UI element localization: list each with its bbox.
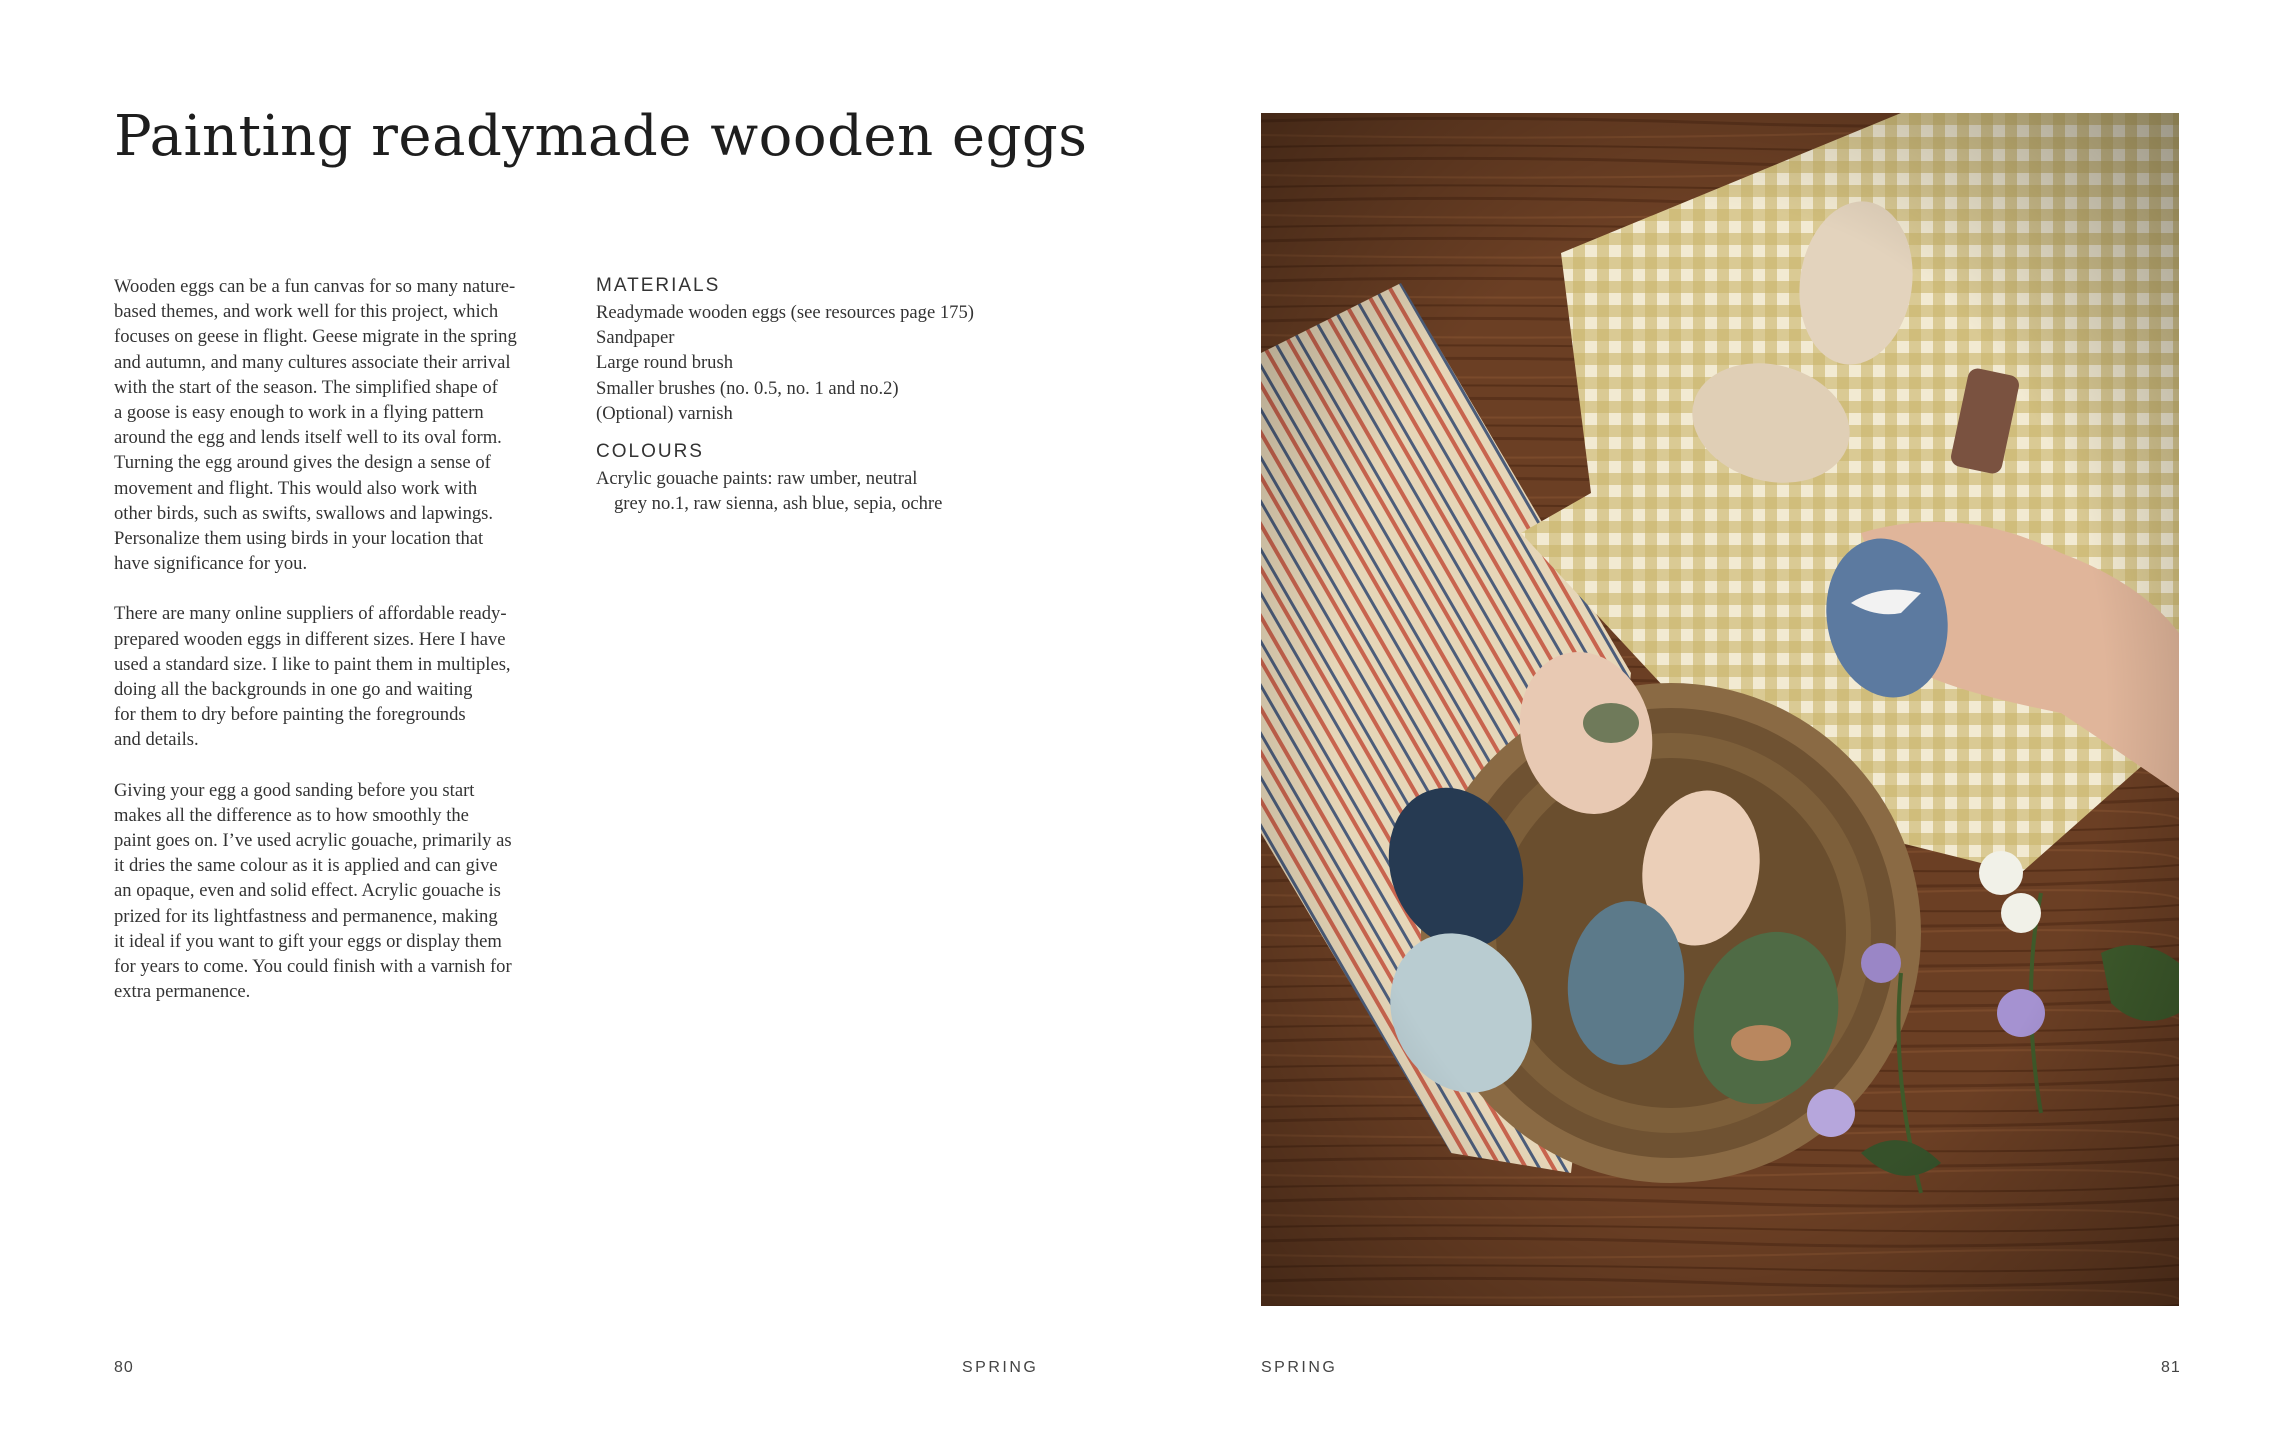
body-paragraph-2: There are many online suppliers of affordable ready- prepared wooden eggs in different sizes. Here I have used a standard size. I like to paint them in multiples, doing all the backgrounds in one go and waiting for them to dry before painting the foregrounds and details. [114,603,511,751]
materials-item: Large round brush [596,352,734,374]
materials-heading: MATERIALS [596,275,721,296]
colours-line: Acrylic gouache paints: raw umber, neutral [596,468,918,490]
colours-line: grey no.1, raw sienna, ash blue, sepia, ochre [614,493,943,515]
running-head-left: SPRING [962,1359,1039,1376]
body-paragraph-3: Giving your egg a good sanding before you start makes all the difference as to how smoothly the paint goes on. I’ve used acrylic gouache, primarily as it dries the same colour as it is applied and can give an opaque, even and solid effect. Acrylic gouache is prized for its lightfastness and permanence, making it ideal if you want to gift your eggs or display them for years to come. You could finish with a varnish for extra permanence. [114,779,512,1003]
materials-column [596,274,1036,530]
materials-item: Readymade wooden eggs (see resources page 175) [596,302,974,323]
body-text-column [114,274,554,1029]
materials-item: Sandpaper [596,327,675,349]
painted-eggs-photo [1261,113,2179,1306]
page-number-right: 81 [2161,1359,2181,1376]
colours-list [596,466,1036,516]
page-number-left: 80 [114,1359,134,1376]
body-paragraph-1: Wooden eggs can be a fun canvas for so many nature- based themes, and work well for this project, which focuses on geese in flight. Geese migrate in the spring and autumn, and many cultures associate their arrival with the start of the season. The simplified shape of a goose is easy enough to work in a flying pattern around the egg and lends itself well to its oval form. Turning the egg around gives the design a sense of movement and flight. This would also work with other birds, such as swifts, swallows and lapwings. Personalize them using birds in your location that have significance for you. [114,276,517,575]
materials-item: Smaller brushes (no. 0.5, no. 1 and no.2) [596,377,899,399]
colours-heading: COLOURS [596,441,704,463]
page-title: Painting readymade wooden eggs [114,104,1088,169]
running-head-right: SPRING [1261,1359,1338,1376]
materials-list [596,300,1036,426]
materials-item: (Optional) varnish [596,402,733,424]
